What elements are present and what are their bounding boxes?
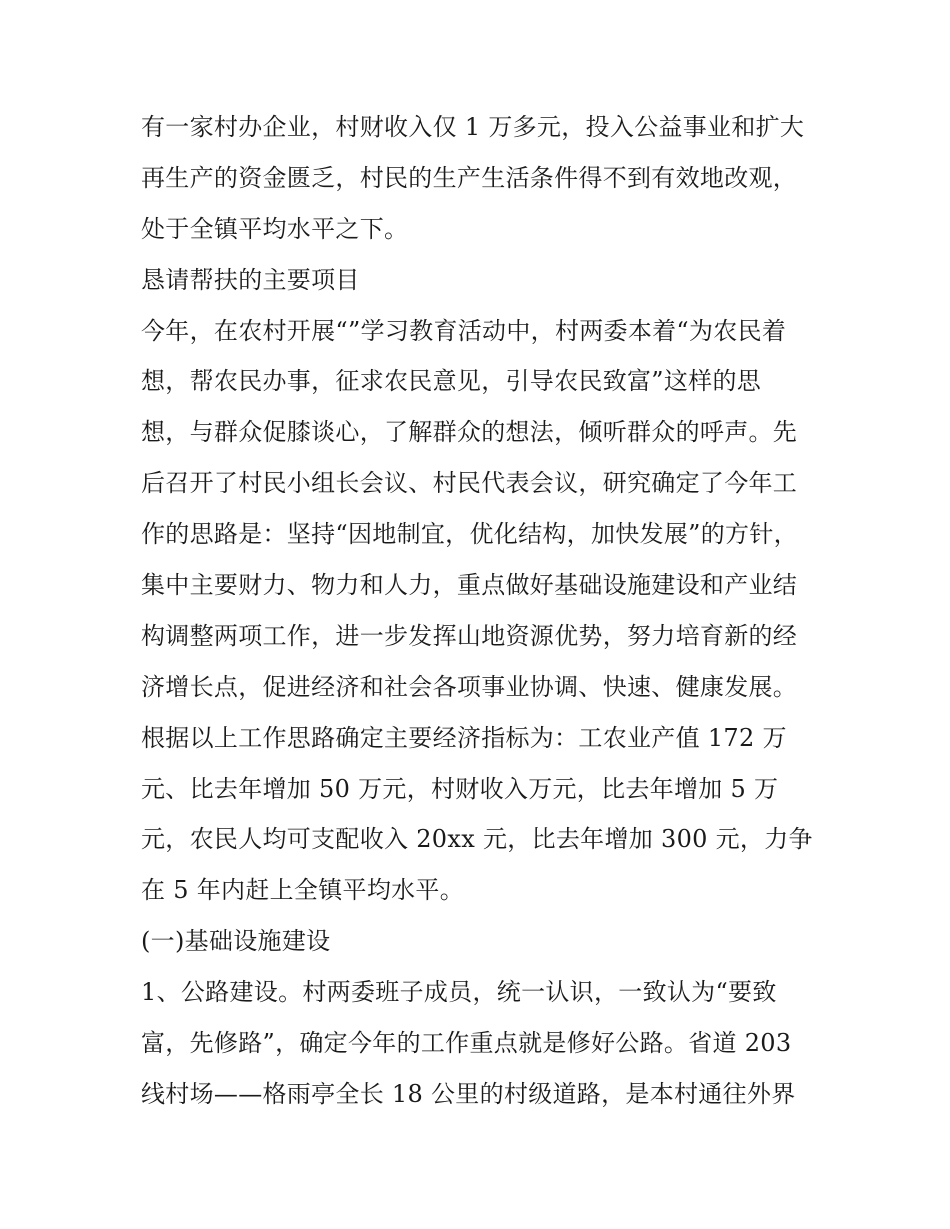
body-line: 后召开了村民小组长会议、村民代表会议，研究确定了今年工 bbox=[141, 469, 798, 498]
body-line: 根据以上工作思路确定主要经济指标为：工农业产值 172 万 bbox=[141, 723, 787, 752]
body-line: 集中主要财力、物力和人力，重点做好基础设施建设和产业结 bbox=[141, 571, 798, 600]
body-line: 有一家村办企业，村财收入仅 1 万多元，投入公益事业和扩大 bbox=[141, 113, 805, 141]
body-line: 处于全镇平均水平之下。 bbox=[141, 214, 409, 243]
body-line: 想，帮农民办事，征求农民意见，引导农民致富”这样的思 bbox=[141, 367, 762, 396]
body-line: 济增长点，促进经济和社会各项事业协调、快速、健康发展。 bbox=[141, 672, 798, 701]
body-line: 在 5 年内赶上全镇平均水平。 bbox=[141, 876, 465, 905]
body-line: 元、比去年增加 50 万元，村财收入万元，比去年增加 5 万 bbox=[141, 774, 779, 803]
document-body bbox=[141, 102, 821, 1120]
body-line: 线村场——格雨亭全长 18 公里的村级道路，是本村通往外界 bbox=[141, 1079, 796, 1108]
subsection-heading: (一)基础设施建设 bbox=[141, 927, 331, 956]
body-line: 构调整两项工作，进一步发挥山地资源优势，努力培育新的经 bbox=[141, 621, 798, 650]
body-line: 元，农民人均可支配收入 20xx 元，比去年增加 300 元，力争 bbox=[141, 825, 813, 854]
body-line: 1、公路建设。村两委班子成员，统一认识，一致认为“要致 bbox=[141, 978, 777, 1007]
body-line: 富，先修路”，确定今年的工作重点就是修好公路。省道 203 bbox=[141, 1029, 792, 1058]
body-line: 今年，在农村开展“”学习教育活动中，村两委本着“为农民着 bbox=[141, 316, 787, 345]
body-line: 作的思路是：坚持“因地制宜，优化结构，加快发展”的方针， bbox=[141, 520, 798, 549]
body-line: 想，与群众促膝谈心，了解群众的想法，倾听群众的呼声。先 bbox=[141, 418, 798, 447]
body-line: 再生产的资金匮乏，村民的生产生活条件得不到有效地改观， bbox=[141, 163, 798, 192]
section-heading: 恳请帮扶的主要项目 bbox=[141, 265, 360, 294]
